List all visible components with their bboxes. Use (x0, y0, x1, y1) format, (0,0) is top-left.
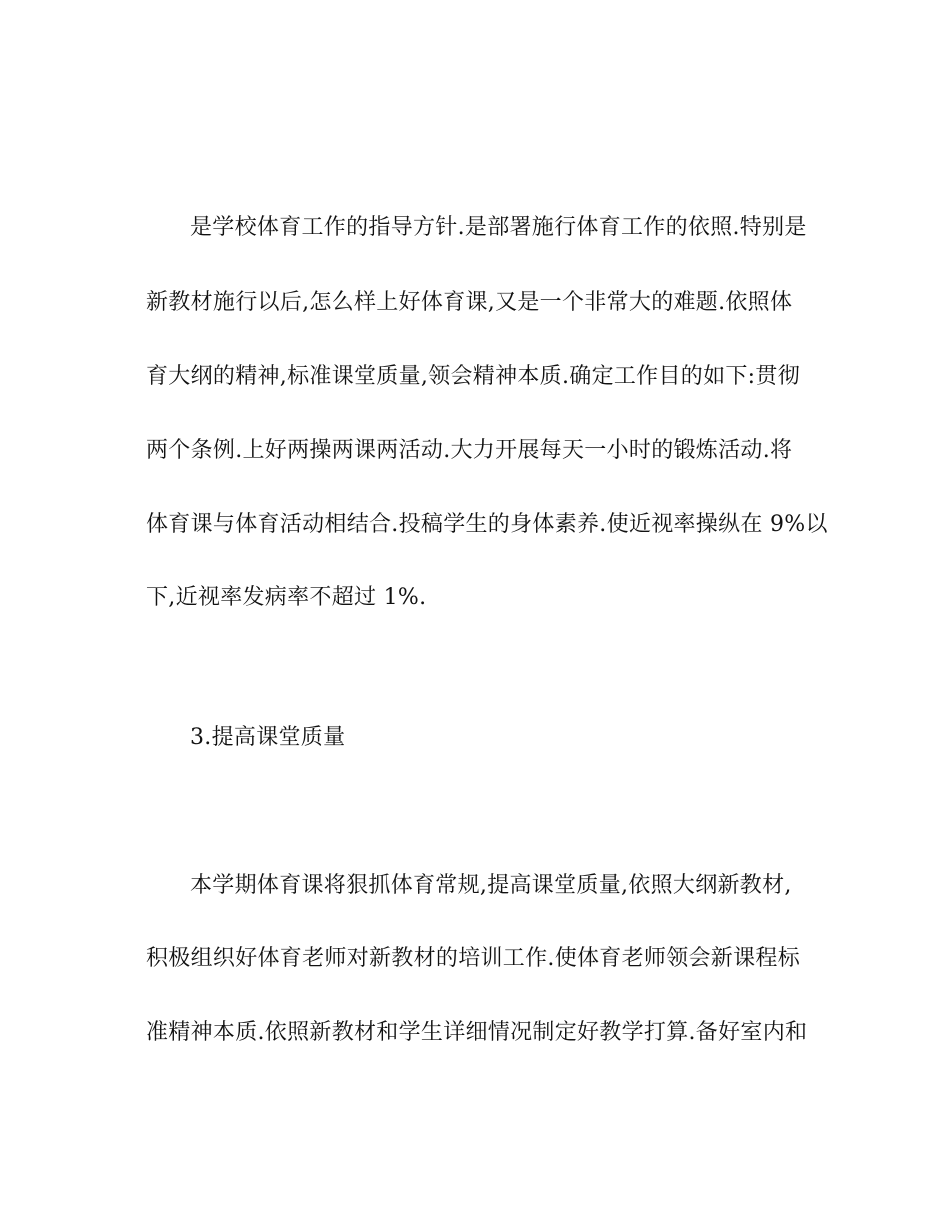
paragraph-2-line-2: 积极组织好体育老师对新教材的培训工作.使体育老师领会新课程标 (146, 946, 800, 971)
paragraph-1-line-6: 下,近视率发病率不超过 1%. (146, 585, 427, 610)
paragraph-1-line-2: 新教材施行以后,怎么样上好体育课,又是一个非常大的难题.依照体 (146, 290, 793, 315)
paragraph-1-line-3: 育大纲的精神,标准课堂质量,领会精神本质.确定工作目的如下:贯彻 (146, 364, 800, 389)
paragraph-2-line-3: 准精神本质.依照新教材和学生详细情况制定好教学打算.备好室内和 (146, 1020, 808, 1045)
paragraph-1-line-5: 体育课与体育活动相结合.投稿学生的身体素养.使近视率操纵在 9%以 (146, 512, 828, 537)
paragraph-1-line-1: 是学校体育工作的指导方针.是部署施行体育工作的依照.特别是 (190, 215, 807, 240)
section-heading: 3.提高课堂质量 (190, 725, 346, 750)
paragraph-1-line-4: 两个条例.上好两操两课两活动.大力开展每天一小时的锻炼活动.将 (146, 438, 793, 463)
paragraph-2-line-1: 本学期体育课将狠抓体育常规,提高课堂质量,依照大纲新教材, (190, 873, 792, 898)
